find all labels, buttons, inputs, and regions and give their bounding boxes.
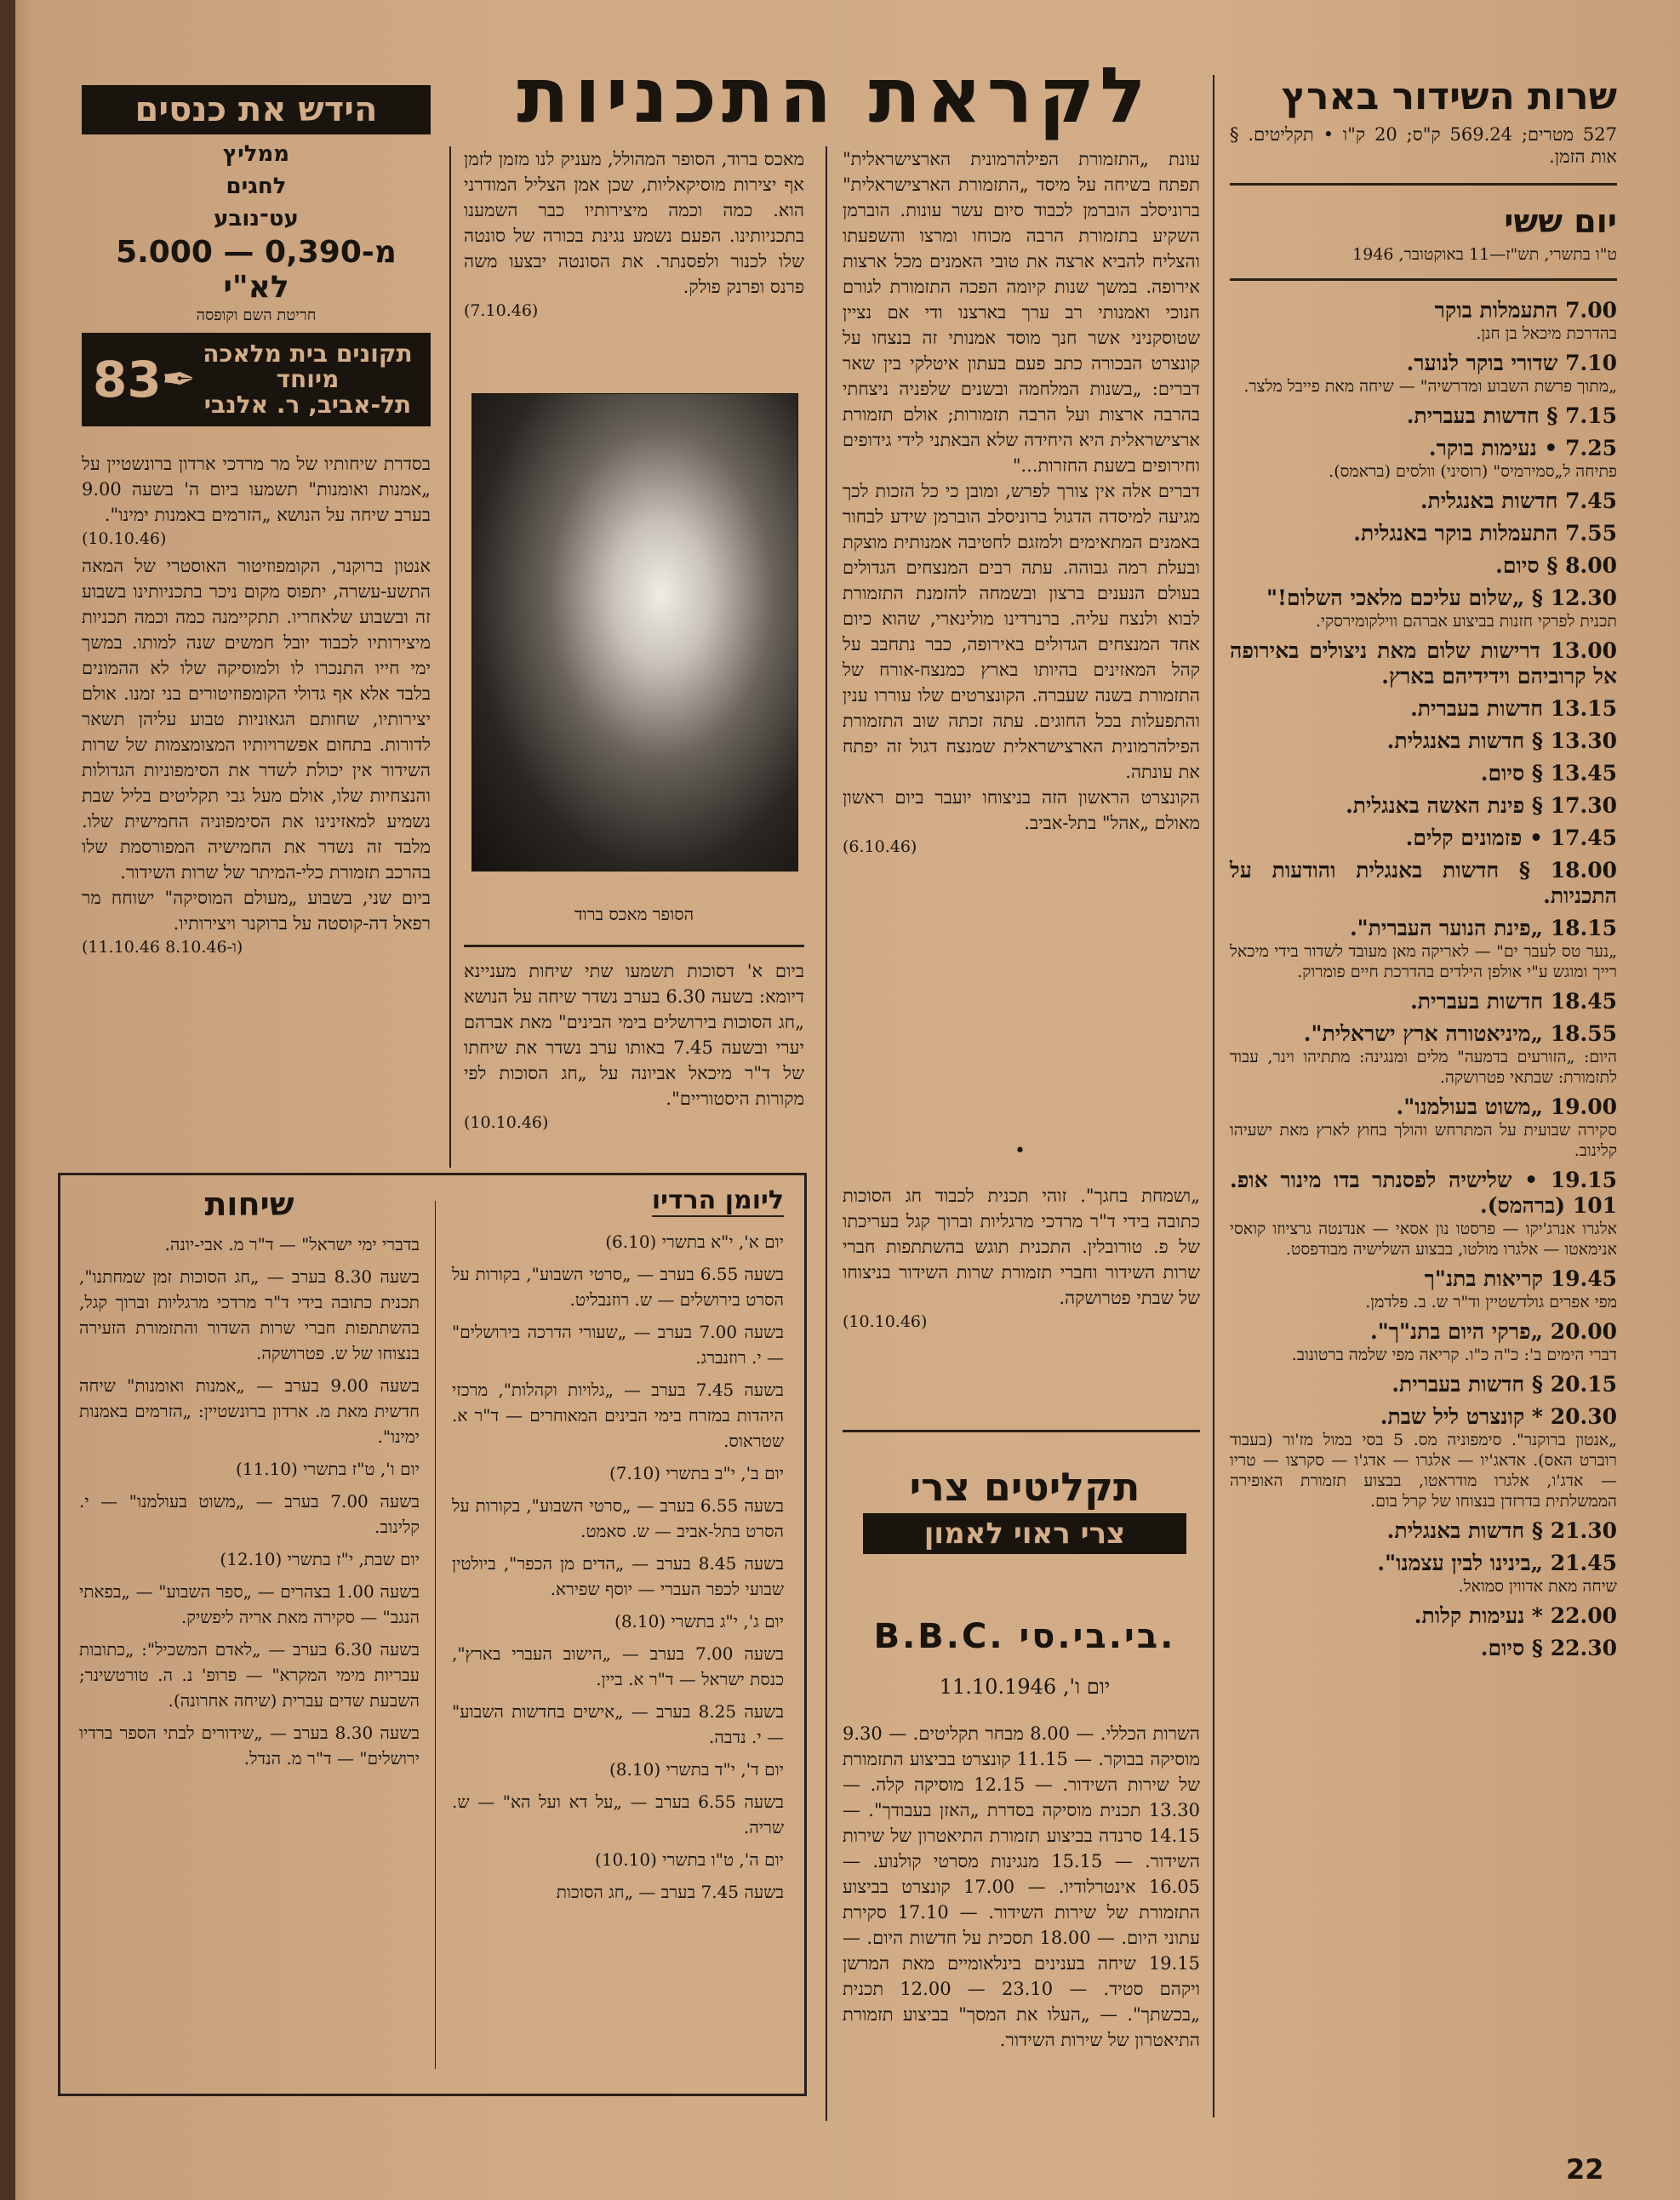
column-rule-3 [449, 146, 451, 1168]
diary-entry: בשעה 6.55 בערב — „סרטי השבוע", בקורות על הסרט בתל-אביב — ש. סאמט. [452, 1495, 784, 1541]
schedule-item-detail: סקירה שבועית על המתרחש והולך בחוץ לארץ מאת ישעיהו קלינוב. [1230, 1121, 1617, 1160]
article-paragraph: בסדרת שיחותיו של מר מרדכי ארדון ברונשטיין על „אמנות ואומנות" תשמעו ביום ה' בשעה 9.00 בערב שיחה על הנושא „הזרמים באמנות ימינו". [82, 454, 431, 525]
schedule-item [1230, 1094, 1617, 1161]
talks-column [79, 1186, 420, 2088]
schedule-item-title: 18.45 חדשות בעברית. [1410, 989, 1617, 1014]
schedule-item-detail: דברי הימים ב': כ"ה כ"ו. קריאה מפי שלמה ברטונוב. [1291, 1346, 1617, 1364]
schedule-item-title: 13.00 דרישות שלום מאת ניצולים באירופה אל קרוביהם וידידיהם בארץ. [1230, 638, 1617, 689]
schedule-item-title: 20.15 § חדשות בעברית. [1391, 1372, 1617, 1397]
portrait-photo [471, 393, 798, 871]
article-sukkot [843, 1183, 1200, 1430]
diary-list [452, 1229, 784, 1905]
schedule-item-title: 12.30 § „שלום עליכם מלאכי השלום!" [1266, 586, 1617, 610]
schedule-item-title: 18.00 § חדשות באנגלית והודעות על התכניות. [1230, 858, 1617, 908]
schedule-item-title: 19.45 קריאות בתנ"ך [1424, 1266, 1617, 1291]
schedule-item [1230, 1518, 1617, 1544]
talks-title: שיחות [204, 1186, 294, 1223]
ad-shop-address: תל-אביב, ר. אלנבי [203, 391, 412, 419]
diary-title: ליומן הרדיו [651, 1186, 784, 1215]
photo-caption: הסופר מאכס ברוד [574, 904, 694, 924]
diary-entry: בשעה 6.55 בערב — „סרטי השבוע", בקורות על הסרט בירושלים — ש. רוזנבליט. [452, 1264, 784, 1310]
records-ad-title: תקליטים צרי [909, 1464, 1140, 1510]
schedule-item [1230, 1168, 1617, 1260]
diary-column [452, 1186, 784, 2088]
schedule-item-detail: מפי אפרים גולדשטיין וד"ר ש. ב. פלדמן. [1365, 1293, 1617, 1311]
schedule-item-title: 21.45 „בינינו לבין עצמנו". [1377, 1551, 1617, 1575]
diary-entry: בשעה 6.55 בערב — „על דא ועל הא" — ש. שריה. [452, 1791, 784, 1837]
schedule-item [1230, 298, 1617, 344]
pen-advertisement [82, 85, 431, 443]
diary-entry: בשעה 7.00 בערב — „הישוב העברי בארץ", כנסת ישראל — ד"ר א. ביין. [452, 1643, 784, 1689]
schedule-item-title: 17.45 • פזמונים קלים. [1405, 826, 1617, 850]
diary-entry: בשעה 7.00 בערב — „שעורי הדרכה בירושלים" — י. רוזנברג. [452, 1322, 784, 1368]
schedule-item [1230, 761, 1617, 786]
talks-entry: בשעה 8.30 בערב — „חג הסוכות זמן שמחתנו", תכנית כתובה בידי ד"ר מרדכי מרגליות וברוך קגל, בהשתתפות חברי שרות השדור והתזמורת הזעירה בנצוחו של ש. פטרושקה. [79, 1266, 420, 1363]
photo-divider [464, 945, 804, 947]
diary-entry: יום א', י"א בתשרי (6.10) [605, 1231, 784, 1252]
schedule-item-detail: היום: „הזורעים בדמעה" מלים ומנגינה: מתתיהו וינר, עבוד לתזמורת: שבתאי פטרושקה. [1230, 1048, 1617, 1087]
talks-entry: בדברי ימי ישראל" — ד"ר מ. אבי-יונה. [164, 1234, 420, 1254]
article-ardon-date: (10.10.46) [82, 529, 167, 548]
schedule-item [1230, 916, 1617, 982]
ad-note: חריטת השם וקופסה [196, 306, 317, 324]
article-paragraph: ביום א' דסוכות תשמעו שתי שיחות מעניינא דיומא: בשעה 6.30 בערב נשדר שיחה על הנושא „חג הסוכות בירושלים בימי הבינים" מאת אברהם יערי ובשעה 7.45 באותו ערב נשדר את שיחתו של ד"ר מיכאל אביונה על „חג הסוכות לפי מקורות היסטוריים". [464, 961, 804, 1109]
schedule-item-title: 19.15 • שלישיה לפסנתר בדו מינור אופ. 101 (ברהמס). [1230, 1168, 1617, 1218]
diary-entry: בשעה 7.45 בערב — „חג הסוכות [556, 1882, 784, 1902]
ad-line-1: ממליץ [222, 141, 290, 167]
schedule-item-title: 18.15 „פינת הנוער העברית". [1349, 916, 1617, 940]
article-brod-body [464, 146, 804, 300]
schedule-item-title: 22.30 § סיום. [1480, 1636, 1617, 1660]
schedule-item [1230, 521, 1617, 546]
records-ad-slogan: צרי ראוי לאמון [863, 1513, 1186, 1554]
article-ardon-body [82, 451, 431, 528]
schedule-item [1230, 1021, 1617, 1088]
talks-entry: בשעה 6.30 בערב — „לאדם המשכיל": „כתובות עבריות מימי המקרא" — פרופ' נ. ה. טורטשינר; השבעת שדים עברית (שיחה אחרונה). [79, 1639, 420, 1711]
schedule-item-detail: „נער טס לעבר ים" — לאריקה מאן מעובד לשדור בידי מיכאל רייך ומוגש ע"י אולפן הילדים בהדרכת חיים פומרוק. [1230, 942, 1617, 981]
talks-entry: יום שבת, י"ז בתשרי (12.10) [220, 1549, 420, 1569]
schedule-item [1230, 403, 1617, 429]
ad-shop-number: 83 [93, 351, 162, 409]
article-brod-date: (7.10.46) [464, 301, 539, 320]
schedule-item [1230, 638, 1617, 689]
diary-entry: בשעה 7.45 בערב — „גלויות וקהלות", מרכזי היהדות במזרח בימי הבינים המאוחרים — ד"ר א. שטראוס. [452, 1380, 785, 1451]
article-paragraph: עונת „התזמורת הפילהרמונית הארצישראלית" תפתח בשיחה על מיסד „התזמורת הארצישראלית" ברוניסלב הוברמן לכבוד סיום עשר עונות. הוברמן השקיע בתזמורת הרבה מכוחו ומרצו והשפעתו והצליח להביא ארצה את טובי האמנים מכל ארצות אירופה. במשך שנות קיומה הפכה התזמורת לגורם חנוכי ואמנותי רב ערך בארצנו ודי אם נציין שטוסקניני אשר חנך מוסד אמנותי זה בנצחו על קונצרט הבכורה כתב פעם בעתון איטלקי בין שאר דברים: „בשנות המלחמה ובשנים שלפניה ניצחתי בהרבה ארצות ועל הרבה תזמורות; אולם תזמורת ארצישראלית היא היחידה שלא הבאתני לידי גידופים וחירופים בשעת החזרות..." [843, 149, 1200, 476]
schedule-item [1230, 1372, 1617, 1397]
diary-entry: בשעה 8.45 בערב — „הדים מן הכפר", ביולטין שבועי לכפר העברי — יוסף שפירא. [452, 1553, 784, 1599]
article-philharmonic-date: (6.10.46) [843, 837, 917, 856]
article-bruckner-column [82, 451, 431, 1157]
diary-entry: יום ד', י"ד בתשרי (8.10) [609, 1759, 784, 1780]
schedule-divider [1230, 183, 1617, 186]
schedule-item [1230, 351, 1617, 397]
schedule-item [1230, 436, 1617, 482]
headline: לקראת התכניות [517, 51, 1151, 140]
talks-entry: בשעה 9.00 בערב — „אמנות ואומנות" שיחה חדשית מאת מ. ארדון ברונשטיין: „הזרמים באמנות ימינו". [79, 1375, 420, 1447]
bbc-schedule [843, 1721, 1200, 2112]
schedule-title: שרות השידור בארץ [1281, 75, 1617, 118]
article-paragraph: „ושמחת בחגך". זוהי תכנית לכבוד חג הסוכות כתובה בידי ד"ר מרדכי מרגליות וברוך קגל בעריכתו של פ. טורובלין. התכנית תוגש בהשתתפות חברי שרות השידור וחברי תזמורת שרות השידור בניצוחו של שבתי פטרושקה. [843, 1186, 1200, 1308]
ad-line-3: עט־נובע [214, 206, 299, 231]
article-bruckner-date: (11.10.46 ו-8.10.46) [82, 938, 243, 957]
ad-title: הידש את כנסים [82, 85, 431, 134]
article-paragraph: דברים אלה אין צורך לפרש, ומובן כי כל הזכות לכך מגיעה למיסדה הדגול ברוניסלב הוברמן שידע לבחור באמנים המתאימים ולמזגם לחטיבה אמנותית מוצקת ובעלת רמה גבוהה. עתה רבים המנצחים הגדולים בעולם הנענים ברצון ובשמחה להזמנת התזמורת לבוא ולנצח עליה. ברנרדינו מולינארי, שהוא כיום אחד המנצחים הגדולים באירופה, כבר נתחבב על קהל המאזינים בהיותו בארץ כמנצח-אורח של התזמורת בשנה שעברה. הקונצרטים שלו עוררו ענין והתפעלות בכל החוגים. עתה זכתה שוב התזמורת הפילהרמונית הארצישראלית שמנצח דגול זה יפתח את עונתה. [843, 481, 1200, 782]
schedule-item-detail: „מתוך פרשת השבוע ומדרשיה" — שיחה מאת פייבל מלצר. [1243, 377, 1617, 396]
schedule-item [1230, 826, 1617, 851]
talks-entry: בשעה 7.00 בערב — „משוט בעולמנו" — י. קלינוב. [79, 1491, 420, 1537]
article-sukkot-talks-date: (10.10.46) [464, 1113, 549, 1132]
article-divider [843, 1430, 1200, 1432]
schedule-item-title: 17.30 § פינת האשה באנגלית. [1346, 793, 1617, 818]
schedule-item [1230, 586, 1617, 631]
article-philharmonic-body [843, 146, 1200, 836]
talks-list [79, 1231, 420, 1771]
schedule-item-title: 20.30 * קונצרט ליל שבת. [1380, 1404, 1617, 1429]
schedule-item-title: 8.00 § סיום. [1495, 553, 1617, 578]
schedule-divider-2 [1230, 278, 1617, 281]
records-advertisement [863, 1464, 1186, 1554]
schedule-item-title: 13.30 § חדשות באנגלית. [1386, 729, 1617, 753]
schedule-item-detail: תכנית לפרקי חזנות בביצוע אברהם ווילקומירסקי. [1315, 612, 1617, 631]
schedule-item [1230, 1551, 1617, 1597]
schedule-item [1230, 989, 1617, 1014]
article-paragraph: אנטון ברוקנר, הקומפוזיטור האוסטרי של המאה התשע-עשרה, יתפוס מקום ניכר בתכניותינו בשבוע זה ובשבוע שלאחריו. תתקיימנה כמה וכמה תכניות מיצירותיו לכבוד יובל חמשים שנה למותו. במשך ימי חייו התנכרו לו ולמוסיקה שלו לא ההמונים בלבד אלא אף גדולי הקומפוזיטורים בני זמנו. אולם יצירותיו, שחותם הגאוניות טבוע עליהן תשאר לדורות. בתחום אפשרויותיו המצומצמות של שרות השידור אין יכולת לשדר את הסימפוניות הגדולות והנצחיות שלו, אולם מעל גבי תקליטים בליל שבת נשמיע למאזינינו את הסימפוניה החמישית שלו. מלבד זה נשדר את החמישיה המפורסמת שלו בהרכב תזמורת כלי-המיתר של שרות השידור. [82, 556, 431, 883]
diary-entry: יום ב', י"ב בתשרי (7.10) [609, 1463, 784, 1483]
schedule-item-detail: בהדרכת מיכאל בן חנן. [1476, 324, 1617, 343]
schedule-item-title: 13.15 חדשות בעברית. [1410, 696, 1617, 721]
schedule-item-title: 7.10 שדורי בוקר לנוער. [1406, 351, 1617, 375]
schedule-item-title: 7.15 § חדשות בעברית. [1406, 403, 1617, 428]
article-bruckner-body [82, 553, 431, 936]
bbc-date: יום ו', 11.10.1946 [939, 1675, 1111, 1699]
schedule-subtitle: 527 מטרים; 569.24 ק"ס; 20 ק"ו • תקליטים. § אות הזמן. [1230, 124, 1617, 167]
schedule-item [1230, 729, 1617, 754]
schedule-item-detail: פתיחה ל„סמירמיס" (רוסיני) וולסים (בראמס). [1329, 462, 1617, 481]
schedule-item-detail: אלגרו אנרג'יקו — פרסטו נון אסאי — אנדנטה גרציוזו קואסי אנימאטו — אלגרו מולטו, בבצוע השלישיה מבודפסט. [1230, 1220, 1617, 1259]
schedule-date: ט"ו בתשרי, תש"ז—11 באוקטובר, 1946 [1352, 245, 1617, 264]
schedule-item-title: 19.00 „משוט בעולמנו". [1396, 1094, 1617, 1119]
schedule-column [1230, 75, 1617, 2134]
schedule-item [1230, 696, 1617, 722]
schedule-item-title: 7.25 • נעימות בוקר. [1428, 436, 1617, 460]
schedule-item [1230, 1319, 1617, 1365]
schedule-day: יום ששי [1504, 203, 1617, 240]
schedule-item [1230, 858, 1617, 909]
talks-entry: בשעה 8.30 בערב — „שידורים לבתי הספר ברדיו ירושלים" — ד"ר מ. הנדל. [79, 1723, 420, 1769]
schedule-item-title: 21.30 § חדשות באנגלית. [1386, 1518, 1617, 1543]
schedule-list [1230, 298, 1617, 1661]
schedule-item [1230, 1636, 1617, 1661]
radio-diary-box [58, 1173, 807, 2096]
article-sukkot-body [843, 1183, 1200, 1311]
schedule-item-title: 7.00 התעמלות בוקר [1434, 298, 1617, 323]
ad-shop-name: תקונים בית מלאכה מיוחד [203, 340, 413, 393]
schedule-item-title: 13.45 § סיום. [1480, 761, 1617, 786]
article-philharmonic [843, 146, 1200, 1134]
separator-star: • [1014, 1140, 1026, 1162]
schedule-item [1230, 553, 1617, 579]
diary-entry: יום ג', י"ג בתשרי (8.10) [614, 1611, 784, 1631]
schedule-item-title: 7.45 חדשות באנגלית. [1420, 489, 1617, 513]
schedule-item-title: 18.55 „מיניאטורה ארץ ישראלית". [1303, 1021, 1617, 1046]
diary-rule [435, 1201, 436, 2069]
talks-entry: יום ו', ט"ז בתשרי (11.10) [235, 1459, 420, 1479]
ad-shop-text [196, 341, 420, 418]
schedule-item-detail: „אנטון ברוקנר". סימפוניה מס. 5 בסי במול מז'ור (בעבוד רוברט האס). אדאג'יו — אלגרו — אדג'ו — סקרצו — טריו — אדג'ו, אלגרו מודראטו, בבצוע תזמורת האופירה הממשלתית בדרזדן בנצוחו של קרל בום. [1230, 1431, 1617, 1511]
schedule-item [1230, 1266, 1617, 1312]
schedule-item [1230, 1404, 1617, 1511]
article-sukkot-talks [464, 958, 804, 1163]
schedule-item-title: 20.00 „פרקי היום בתנ"ך". [1370, 1319, 1617, 1344]
article-brod [464, 146, 804, 376]
ad-price: מ-0,390 — 5.000 לא"י [116, 235, 397, 305]
article-sukkot-date: (10.10.46) [843, 1312, 928, 1331]
page-number: 22 [1566, 2153, 1604, 2186]
bbc-text: השרות הכללי. — 8.00 מבחר תקליטים. — 9.30 מוסיקה בבוקר. — 11.15 קונצרט בביצוע התזמורת של שירות השידור. — 12.15 מוסיקה קלה. — 13.30 תכנית מוסיקה בסדרת „האזן בעבודך". — 14.15 סרנדה בביצוע תזמורת התיאטרון של שירות השידור. — 15.15 מנגינות מסרטי קולנוע. — 16.05 אינטרלודיו. — 17.00 קונצרט בביצוע התזמורת של שירות השידור. — 17.10 סקירת עתוני היום. — 18.00 תסכית על חדשות היום. — 19.15 שיחה בענינים בינלאומיים מאת המרשן ויקהם סטיד. — 23.10 — 12.00 תכנית „בכשתך". — „העלו את המסך" בביצוע תזמורת התיאטרון של שירות השידור. [843, 1723, 1201, 2050]
diary-entry: יום ה', ט"ו בתשרי (10.10) [595, 1849, 784, 1870]
bbc-title: B.B.C. בי.בי.סי. [873, 1617, 1176, 1656]
schedule-item [1230, 793, 1617, 819]
article-paragraph: הקונצרט הראשון הזה בניצוחו יועבר ביום ראשון מאולם „אהל" בתל-אביב. [843, 787, 1200, 833]
schedule-item [1230, 1603, 1617, 1629]
schedule-item-detail: שיחה מאת אדווין סמואל. [1458, 1577, 1617, 1596]
schedule-item-title: 22.00 * נעימות קלות. [1414, 1603, 1617, 1628]
article-paragraph: מאכס ברוד, הסופר המהולל, מעניק לנו מזמן לזמן אף יצירות מוסיקאליות, שכן אמן הצליל המודרני הוא. כמה וכמה מיצירותיו כבר השמענו בתכניותינו. הפעם נשמע נגינת בכורה של סונטה שלו לכנור ולפסנתר. את הסונטה יבצעו משה פרנס ופרנק פולק. [464, 149, 804, 297]
schedule-item-title: 7.55 התעמלות בוקר באנגלית. [1353, 521, 1617, 546]
diary-entry: בשעה 8.25 בערב — „אישים בחדשות השבוע" — י. נדבה. [452, 1701, 784, 1747]
page-spine [0, 0, 15, 2200]
column-rule-2 [826, 146, 827, 2121]
schedule-item [1230, 489, 1617, 514]
column-rule [1213, 75, 1214, 2117]
article-paragraph: ביום שני, בשבוע „מעולם המוסיקה" ישוחח מר רפאל דה-קוסטה על ברוקנר ויצירותיו. [82, 888, 431, 934]
talks-entry: בשעה 1.00 בצהרים — „ספר השבוע" — „בפאתי הנגב" — סקירה מאת אריה ליפשיק. [79, 1581, 420, 1627]
ad-line-2: לחגים [226, 174, 287, 199]
article-sukkot-talks-body [464, 958, 804, 1111]
ad-shop-banner [82, 333, 431, 426]
pen-icon: ✒ [161, 356, 196, 403]
